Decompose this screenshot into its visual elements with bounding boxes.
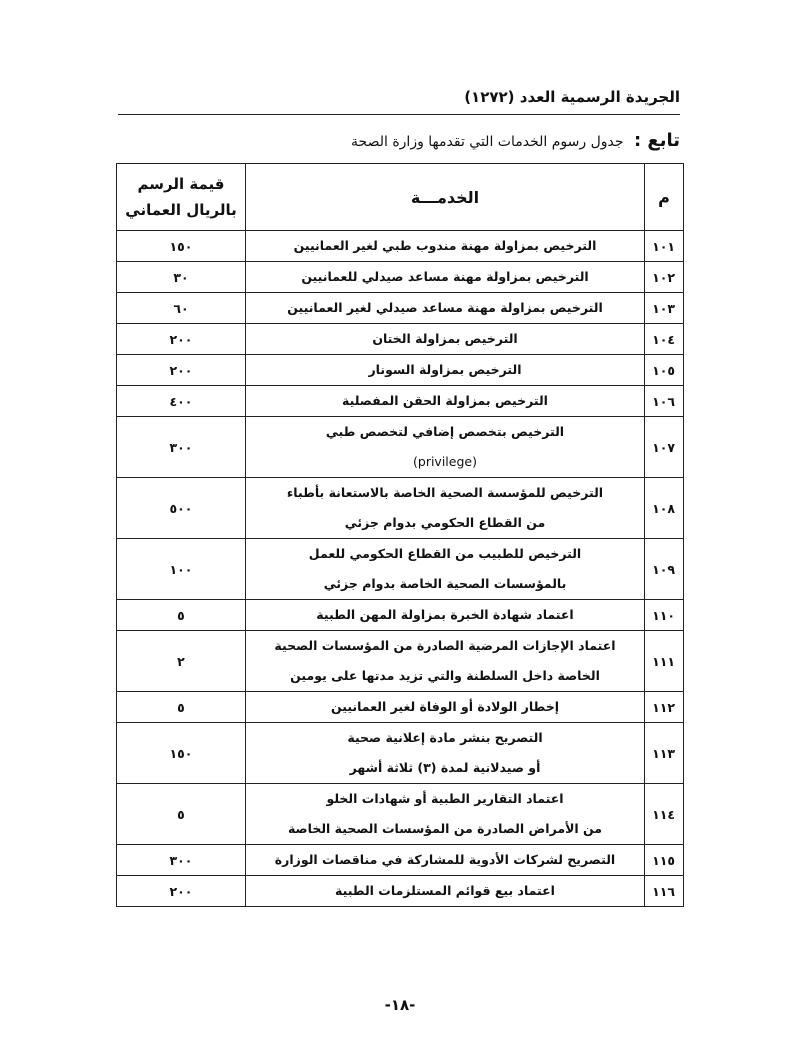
row-number: ١٠٤ xyxy=(645,324,684,355)
row-number: ١٠٩ xyxy=(645,539,684,600)
service-line: الترخيص بمزاولة مهنة مندوب طبي لغير العمانيين xyxy=(293,238,597,253)
row-number: ١١٤ xyxy=(645,784,684,845)
row-number: ١١١ xyxy=(645,631,684,692)
row-fee: ١٥٠ xyxy=(117,231,246,262)
service-line: اعتماد شهادة الخبرة بمزاولة المهن الطبية xyxy=(316,607,574,622)
row-fee: ٢٠٠ xyxy=(117,876,246,907)
table-row xyxy=(117,231,684,262)
header-number: م xyxy=(645,164,684,231)
table-row xyxy=(117,539,684,600)
row-service xyxy=(246,324,645,355)
row-number: ١٠١ xyxy=(645,231,684,262)
table-row xyxy=(117,876,684,907)
row-service xyxy=(246,600,645,631)
service-line: إخطار الولادة أو الوفاة لغير العمانيين xyxy=(330,699,560,714)
service-line: بالمؤسسات الصحية الخاصة بدوام جزئي xyxy=(323,576,567,591)
row-fee: ٢ xyxy=(117,631,246,692)
row-service xyxy=(246,417,645,478)
row-fee: ٢٠٠ xyxy=(117,355,246,386)
row-fee: ٥ xyxy=(117,600,246,631)
row-number: ١٠٧ xyxy=(645,417,684,478)
header-fee xyxy=(117,164,246,231)
page-number: -١٨- xyxy=(384,996,416,1014)
service-line: الترخيص بمزاولة السونار xyxy=(368,362,522,377)
table-header-row xyxy=(117,164,684,231)
row-number: ١١٢ xyxy=(645,692,684,723)
row-fee: ٥ xyxy=(117,784,246,845)
table-subtitle xyxy=(118,130,680,151)
gazette-title: الجريدة الرسمية العدد (١٢٧٢) xyxy=(464,88,680,106)
service-line: اعتماد بيع قوائم المستلزمات الطبية xyxy=(335,883,555,898)
header-service: الخدمـــة xyxy=(246,164,645,231)
header-fee-line2: بالريال العماني xyxy=(125,201,237,219)
table-row xyxy=(117,692,684,723)
row-fee: ٣٠ xyxy=(117,262,246,293)
table-row xyxy=(117,386,684,417)
row-fee: ١٥٠ xyxy=(117,723,246,784)
table-row xyxy=(117,631,684,692)
row-fee: ٣٠٠ xyxy=(117,845,246,876)
service-line: التصريح بنشر مادة إعلانية صحية xyxy=(347,730,543,745)
row-fee: ٣٠٠ xyxy=(117,417,246,478)
service-line: الترخيص بمزاولة الختان xyxy=(372,331,518,346)
row-service xyxy=(246,845,645,876)
fees-table xyxy=(116,163,684,907)
row-fee: ٥ xyxy=(117,692,246,723)
service-line: (privilege) xyxy=(413,454,477,469)
subtitle-text: جدول رسوم الخدمات التي تقدمها وزارة الصحة xyxy=(351,134,624,150)
row-number: ١١٣ xyxy=(645,723,684,784)
service-line: من القطاع الحكومي بدوام جزئي xyxy=(344,515,546,530)
table-row xyxy=(117,784,684,845)
table-row xyxy=(117,355,684,386)
row-fee: ٤٠٠ xyxy=(117,386,246,417)
row-service xyxy=(246,355,645,386)
service-line: الترخيص بمزاولة الحقن المفصلية xyxy=(342,393,548,408)
table-row xyxy=(117,478,684,539)
row-fee: ١٠٠ xyxy=(117,539,246,600)
row-number: ١٠٨ xyxy=(645,478,684,539)
table-body xyxy=(117,231,684,907)
service-line: الخاصة داخل السلطنة والتي تزيد مدتها على يومين xyxy=(290,668,600,683)
row-fee: ٢٠٠ xyxy=(117,324,246,355)
row-service xyxy=(246,876,645,907)
service-line: الترخيص للمؤسسة الصحية الخاصة بالاستعانة بأطباء xyxy=(286,485,604,500)
subtitle-lead: تابع : xyxy=(633,130,680,151)
row-number: ١١٥ xyxy=(645,845,684,876)
service-line: من الأمراض الصادرة من المؤسسات الصحية الخاصة xyxy=(287,821,603,836)
row-service xyxy=(246,631,645,692)
row-service xyxy=(246,723,645,784)
row-service xyxy=(246,293,645,324)
service-line: الترخيص بمزاولة مهنة مساعد صيدلي لغير العمانيين xyxy=(287,300,603,315)
service-line: الترخيص بمزاولة مهنة مساعد صيدلي للعمانيين xyxy=(301,269,589,284)
table-row xyxy=(117,293,684,324)
header-fee-line1: قيمة الرسم xyxy=(137,175,225,193)
row-fee: ٦٠ xyxy=(117,293,246,324)
row-service xyxy=(246,692,645,723)
row-service xyxy=(246,386,645,417)
table-row xyxy=(117,723,684,784)
row-number: ١٠٣ xyxy=(645,293,684,324)
service-line: اعتماد الإجازات المرضية الصادرة من المؤسسات الصحية xyxy=(274,638,616,653)
table-row xyxy=(117,417,684,478)
service-line: التصريح لشركات الأدوية للمشاركة في مناقصات الوزارة xyxy=(274,852,616,867)
table-row xyxy=(117,324,684,355)
service-line: اعتماد التقارير الطبية أو شهادات الخلو xyxy=(326,791,564,806)
row-service xyxy=(246,478,645,539)
service-line: الترخيص بتخصص إضافي لتخصص طبي xyxy=(325,424,565,439)
table-row xyxy=(117,845,684,876)
row-service xyxy=(246,231,645,262)
row-number: ١١٦ xyxy=(645,876,684,907)
service-line: أو صيدلانية لمدة (٣) ثلاثة أشهر xyxy=(349,760,541,775)
row-service xyxy=(246,784,645,845)
row-number: ١١٠ xyxy=(645,600,684,631)
gazette-header xyxy=(118,88,680,115)
row-number: ١٠٢ xyxy=(645,262,684,293)
row-number: ١٠٦ xyxy=(645,386,684,417)
row-service xyxy=(246,539,645,600)
row-service xyxy=(246,262,645,293)
row-fee: ٥٠٠ xyxy=(117,478,246,539)
service-line: الترخيص للطبيب من القطاع الحكومي للعمل xyxy=(308,546,582,561)
row-number: ١٠٥ xyxy=(645,355,684,386)
table-row xyxy=(117,600,684,631)
table-row xyxy=(117,262,684,293)
